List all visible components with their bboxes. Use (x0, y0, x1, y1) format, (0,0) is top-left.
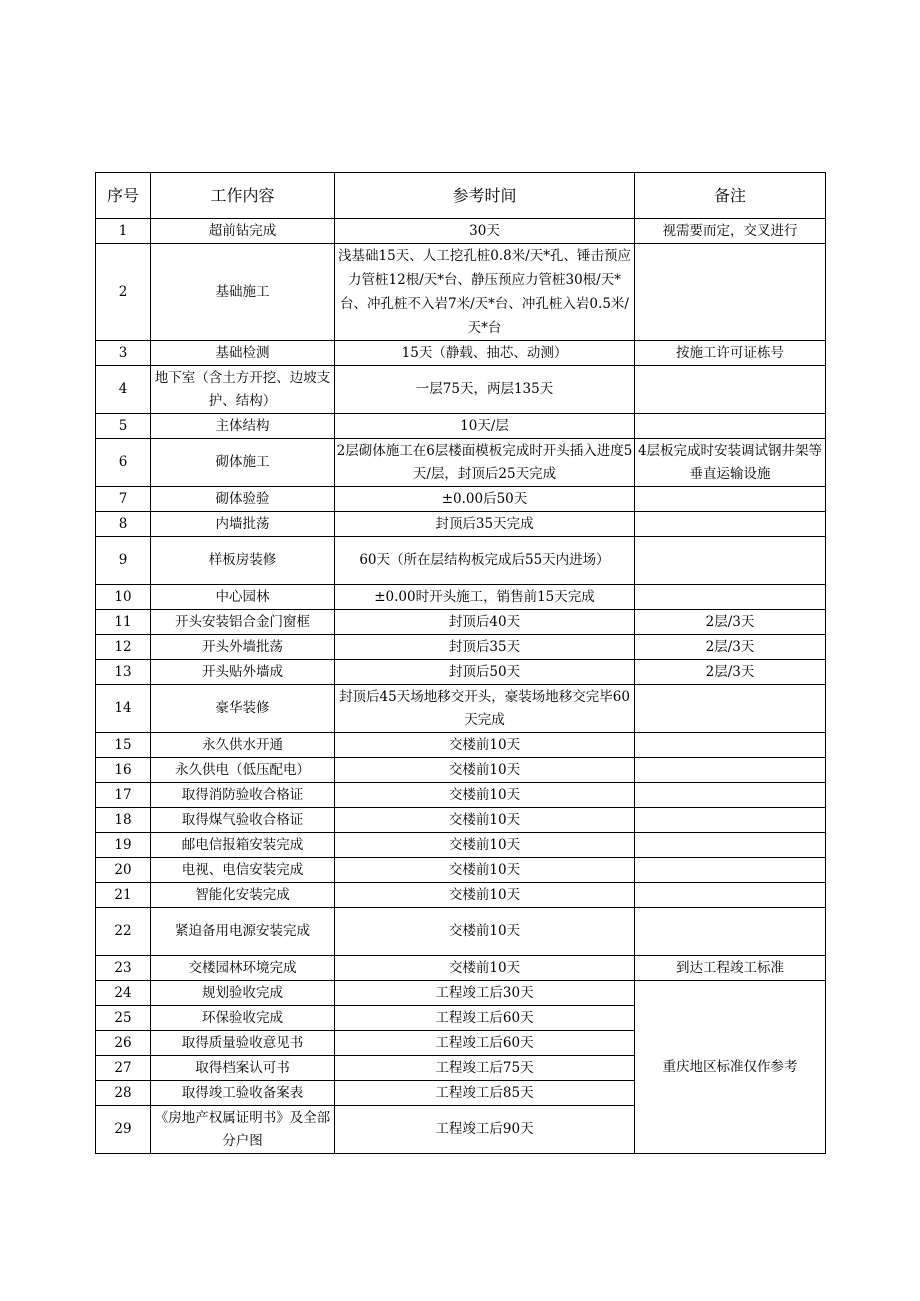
row-note: 4层板完成时安装调试钢井架等垂直运输设施 (635, 439, 826, 487)
row-time: 封顶后40天 (335, 610, 635, 635)
header-time: 参考时间 (335, 173, 635, 219)
table-row (96, 414, 826, 439)
row-task: 交楼园林环境完成 (151, 956, 335, 981)
table-row (96, 244, 826, 341)
table-row (96, 366, 826, 414)
row-no: 29 (96, 1106, 151, 1154)
row-note (635, 858, 826, 883)
row-no: 12 (96, 635, 151, 660)
table-row (96, 833, 826, 858)
row-no: 11 (96, 610, 151, 635)
row-note (635, 783, 826, 808)
row-task: 取得消防验收合格证 (151, 783, 335, 808)
row-time: 交楼前10天 (335, 783, 635, 808)
row-task: 取得竣工验收备案表 (151, 1081, 335, 1106)
row-task: 基础检测 (151, 341, 335, 366)
table-row (96, 883, 826, 908)
row-time: 工程竣工后75天 (335, 1056, 635, 1081)
row-task: 取得质量验收意见书 (151, 1031, 335, 1056)
row-no: 22 (96, 908, 151, 956)
row-time: 交楼前10天 (335, 883, 635, 908)
row-time: 一层75天，两层135天 (335, 366, 635, 414)
row-task: 开头贴外墙成 (151, 660, 335, 685)
row-no: 23 (96, 956, 151, 981)
row-task: 永久供电（低压配电） (151, 758, 335, 783)
row-no: 20 (96, 858, 151, 883)
table-row (96, 585, 826, 610)
row-note (635, 685, 826, 733)
row-time: 工程竣工后60天 (335, 1006, 635, 1031)
row-note: 2层/3天 (635, 610, 826, 635)
row-task: 紧迫备用电源安装完成 (151, 908, 335, 956)
row-note: 视需要而定，交叉进行 (635, 219, 826, 244)
row-no: 17 (96, 783, 151, 808)
table-row (96, 610, 826, 635)
row-time: 交楼前10天 (335, 908, 635, 956)
row-task: 砌体验验 (151, 487, 335, 512)
table-row (96, 219, 826, 244)
row-time: 封顶后50天 (335, 660, 635, 685)
row-task: 开头外墙批荡 (151, 635, 335, 660)
row-task: 超前钻完成 (151, 219, 335, 244)
schedule-table (95, 172, 826, 1154)
row-task: 《房地产权属证明书》及全部分户图 (151, 1106, 335, 1154)
row-no: 24 (96, 981, 151, 1006)
row-time: 封顶后35天完成 (335, 512, 635, 537)
row-task: 环保验收完成 (151, 1006, 335, 1031)
row-time: 交楼前10天 (335, 858, 635, 883)
row-no: 1 (96, 219, 151, 244)
row-time: 10天/层 (335, 414, 635, 439)
row-time: 浅基础15天、人工挖孔桩0.8米/天*孔、锤击预应力管桩12根/天*台、静压预应力管桩30根/天*台、冲孔桩不入岩7米/天*台、冲孔桩入岩0.5米/天*台 (335, 244, 635, 341)
table-row (96, 512, 826, 537)
row-note (635, 366, 826, 414)
row-time: 交楼前10天 (335, 733, 635, 758)
row-no: 3 (96, 341, 151, 366)
table-row (96, 685, 826, 733)
row-time: 交楼前10天 (335, 758, 635, 783)
row-no: 7 (96, 487, 151, 512)
row-time: 15天（静载、抽芯、动测） (335, 341, 635, 366)
row-note: 2层/3天 (635, 660, 826, 685)
row-note (635, 537, 826, 585)
row-task: 电视、电信安装完成 (151, 858, 335, 883)
row-time: 工程竣工后60天 (335, 1031, 635, 1056)
table-row (96, 733, 826, 758)
row-task: 样板房装修 (151, 537, 335, 585)
table-row (96, 783, 826, 808)
row-no: 16 (96, 758, 151, 783)
row-note (635, 808, 826, 833)
row-no: 9 (96, 537, 151, 585)
row-time: ±0.00时开头施工，销售前15天完成 (335, 585, 635, 610)
row-time: 工程竣工后90天 (335, 1106, 635, 1154)
table-row (96, 439, 826, 487)
row-no: 15 (96, 733, 151, 758)
row-no: 6 (96, 439, 151, 487)
row-task: 基础施工 (151, 244, 335, 341)
row-task: 主体结构 (151, 414, 335, 439)
header-row (96, 173, 826, 219)
table-row (96, 908, 826, 956)
row-task: 内墙批荡 (151, 512, 335, 537)
row-no: 2 (96, 244, 151, 341)
row-note (635, 414, 826, 439)
row-note (635, 908, 826, 956)
table-row (96, 808, 826, 833)
row-no: 18 (96, 808, 151, 833)
row-no: 28 (96, 1081, 151, 1106)
row-task: 中心园林 (151, 585, 335, 610)
row-note (635, 244, 826, 341)
row-note (635, 833, 826, 858)
row-task: 取得档案认可书 (151, 1056, 335, 1081)
row-no: 5 (96, 414, 151, 439)
row-no: 13 (96, 660, 151, 685)
row-note (635, 883, 826, 908)
header-task: 工作内容 (151, 173, 335, 219)
row-task: 地下室（含土方开挖、边坡支护、结构） (151, 366, 335, 414)
row-time: 30天 (335, 219, 635, 244)
row-note (635, 487, 826, 512)
row-note (635, 585, 826, 610)
row-no: 10 (96, 585, 151, 610)
table-row (96, 487, 826, 512)
row-task: 智能化安装完成 (151, 883, 335, 908)
merged-note-cell: 重庆地区标准仅作参考 (635, 981, 826, 1154)
table-row (96, 635, 826, 660)
table-row (96, 758, 826, 783)
header-no: 序号 (96, 173, 151, 219)
table-row (96, 981, 826, 1006)
row-time: 工程竣工后85天 (335, 1081, 635, 1106)
row-time: 交楼前10天 (335, 808, 635, 833)
table-row (96, 341, 826, 366)
row-time: 交楼前10天 (335, 833, 635, 858)
row-time: 2层砌体施工在6层楼面模板完成时开头插入进度5天/层，封顶后25天完成 (335, 439, 635, 487)
row-task: 规划验收完成 (151, 981, 335, 1006)
row-task: 邮电信报箱安装完成 (151, 833, 335, 858)
table-row (96, 537, 826, 585)
row-no: 26 (96, 1031, 151, 1056)
row-no: 4 (96, 366, 151, 414)
row-time: 封顶后35天 (335, 635, 635, 660)
row-task: 永久供水开通 (151, 733, 335, 758)
row-time: ±0.00后50天 (335, 487, 635, 512)
row-note: 按施工许可证栋号 (635, 341, 826, 366)
row-time: 交楼前10天 (335, 956, 635, 981)
row-note (635, 512, 826, 537)
row-time: 工程竣工后30天 (335, 981, 635, 1006)
row-no: 25 (96, 1006, 151, 1031)
table-row (96, 956, 826, 981)
row-no: 14 (96, 685, 151, 733)
row-task: 豪华装修 (151, 685, 335, 733)
row-time: 60天（所在层结构板完成后55天内进场） (335, 537, 635, 585)
row-no: 27 (96, 1056, 151, 1081)
row-note: 2层/3天 (635, 635, 826, 660)
table-row (96, 858, 826, 883)
row-time: 封顶后45天场地移交开头，豪装场地移交完毕60天完成 (335, 685, 635, 733)
header-note: 备注 (635, 173, 826, 219)
row-task: 取得煤气验收合格证 (151, 808, 335, 833)
row-note (635, 758, 826, 783)
table-row (96, 660, 826, 685)
row-task: 开头安装铝合金门窗框 (151, 610, 335, 635)
row-note (635, 733, 826, 758)
row-no: 19 (96, 833, 151, 858)
row-no: 8 (96, 512, 151, 537)
row-no: 21 (96, 883, 151, 908)
row-note: 到达工程竣工标准 (635, 956, 826, 981)
row-task: 砌体施工 (151, 439, 335, 487)
